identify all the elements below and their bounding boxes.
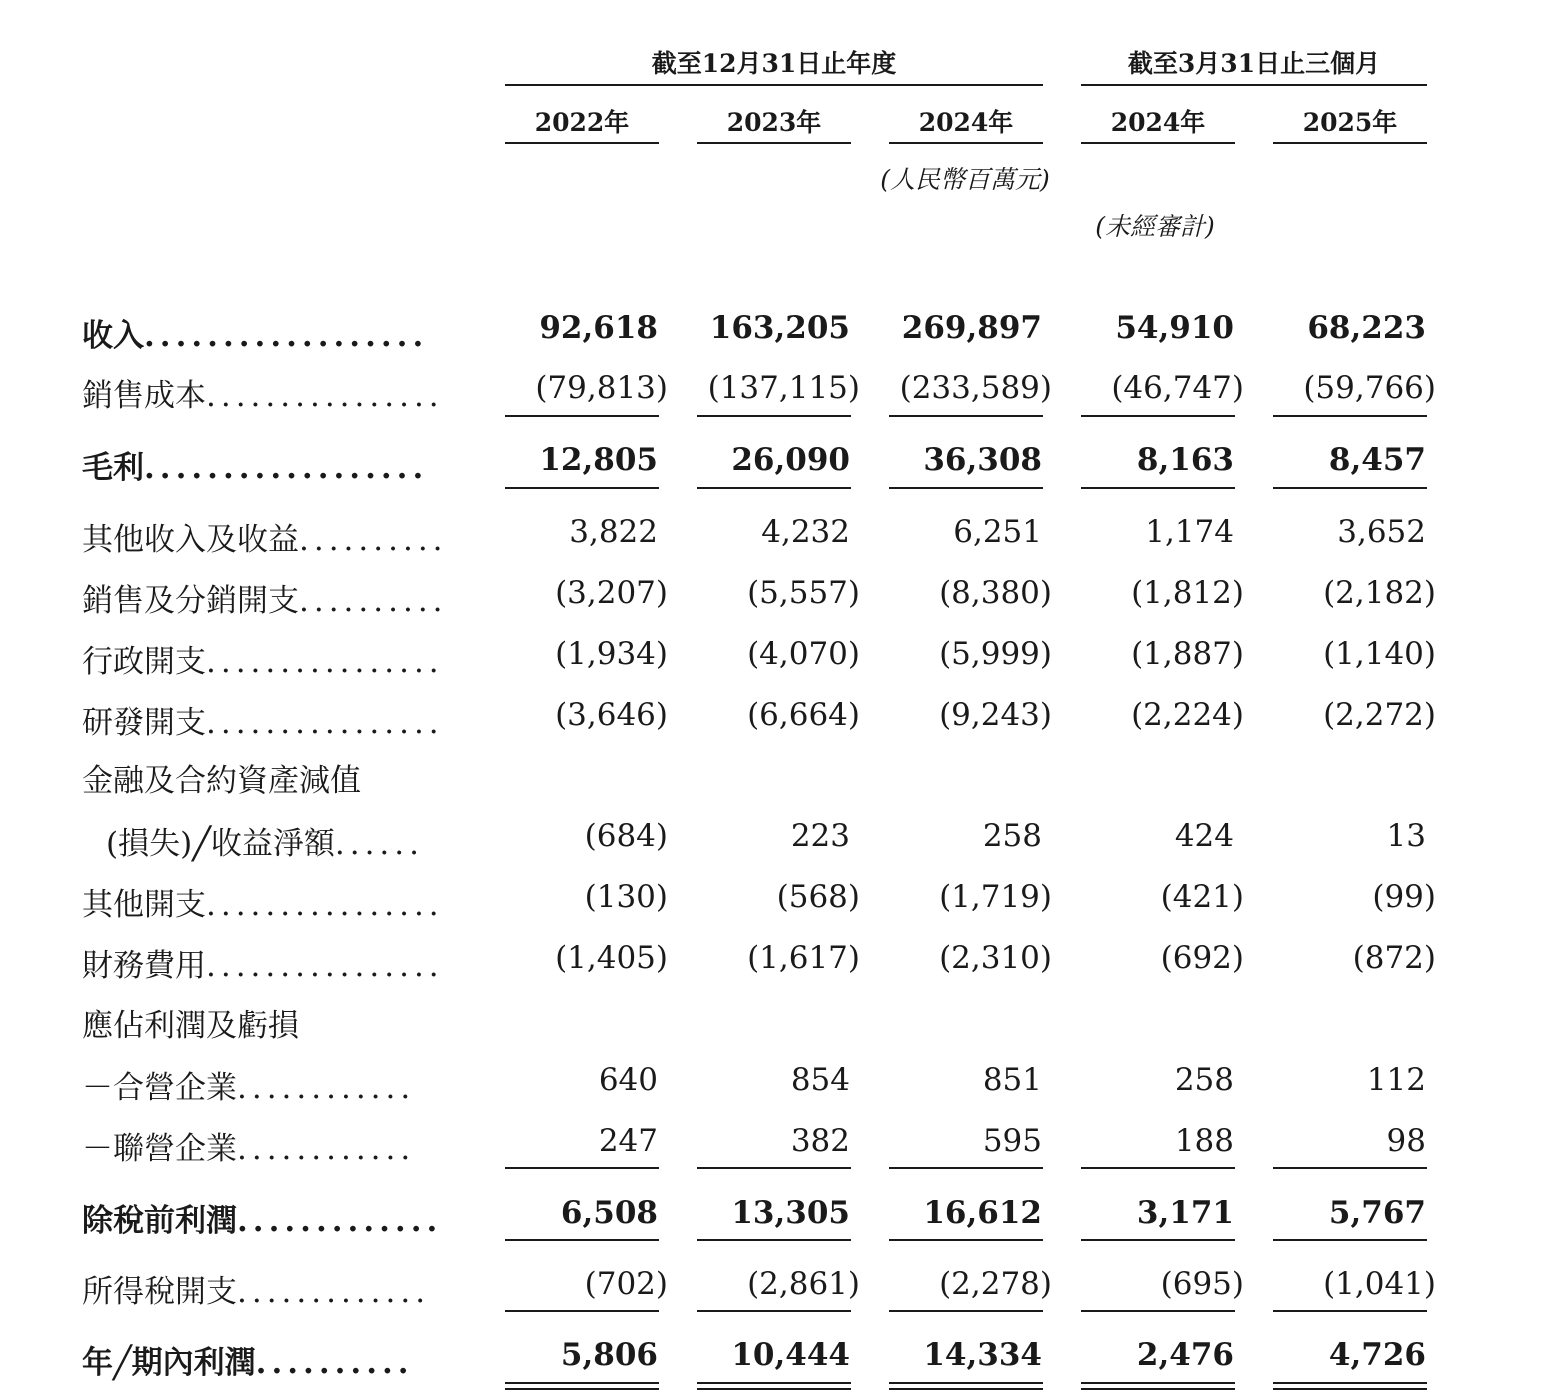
total-double-rule [1081, 1388, 1235, 1390]
subtotal-rule [697, 415, 851, 417]
header-year-rule [505, 142, 659, 144]
subtotal-rule [889, 1167, 1043, 1169]
cell-gross-profit-2025-q1: 8,457 [1328, 442, 1426, 478]
cell-other-income-2024: 6,251 [953, 514, 1042, 550]
total-double-rule [1081, 1382, 1235, 1384]
header-annual-period: 截至12月31日止年度 [651, 49, 897, 78]
row-label-joint-ventures: －合營企業............ [82, 1070, 416, 1106]
cell-profit-before-tax-2025-q1: 5,767 [1328, 1195, 1426, 1231]
total-double-rule [1273, 1382, 1427, 1384]
header-year-rule [1273, 142, 1427, 144]
cell-profit-for-period-2024-q1: 2,476 [1136, 1337, 1234, 1373]
cell-profit-before-tax-2023: 13,305 [731, 1195, 850, 1231]
cell-joint-ventures-2025-q1: 112 [1366, 1062, 1426, 1098]
cell-profit-before-tax-2024-q1: 3,171 [1136, 1195, 1234, 1231]
cell-finance-costs-2022: (1,405) [555, 940, 668, 976]
subtotal-rule [697, 1310, 851, 1312]
subtotal-rule [889, 487, 1043, 489]
cell-associates-2025-q1: 98 [1386, 1123, 1426, 1159]
cell-joint-ventures-2022: 640 [598, 1062, 658, 1098]
row-heading-share-of-profits: 應佔利潤及虧損 [82, 1008, 299, 1044]
total-double-rule [889, 1382, 1043, 1384]
subtotal-rule [505, 1167, 659, 1169]
header-year-2023: 2023年 [726, 108, 822, 137]
cell-selling-expenses-2025-q1: (2,182) [1323, 575, 1436, 611]
row-label-cost-of-sales: 銷售成本................ [82, 378, 444, 414]
header-annual-rule [505, 84, 1043, 86]
total-double-rule [889, 1388, 1043, 1390]
total-double-rule [697, 1382, 851, 1384]
total-double-rule [1273, 1388, 1427, 1390]
subtotal-rule [1273, 487, 1427, 489]
cell-profit-for-period-2024: 14,334 [923, 1337, 1042, 1373]
cell-admin-expenses-2024: (5,999) [939, 636, 1052, 672]
header-year-rule [1081, 142, 1235, 144]
cell-profit-before-tax-2022: 6,508 [560, 1195, 658, 1231]
cell-cost-of-sales-2024: (233,589) [899, 370, 1052, 406]
row-label-income-tax: 所得稅開支............. [82, 1274, 431, 1310]
subtotal-rule [505, 1239, 659, 1241]
cell-other-expenses-2023: (568) [776, 879, 860, 915]
subtotal-rule [1081, 487, 1235, 489]
cell-revenue-2022: 92,618 [539, 310, 658, 346]
cell-associates-2022: 247 [598, 1123, 658, 1159]
subtotal-rule [1273, 1310, 1427, 1312]
cell-impairment-2024: 258 [982, 818, 1042, 854]
cell-other-expenses-2024: (1,719) [939, 879, 1052, 915]
subtotal-rule [889, 415, 1043, 417]
subtotal-rule [697, 1167, 851, 1169]
cell-impairment-2023: 223 [790, 818, 850, 854]
cell-cost-of-sales-2022: (79,813) [535, 370, 668, 406]
cell-other-income-2022: 3,822 [569, 514, 658, 550]
cell-gross-profit-2024: 36,308 [923, 442, 1042, 478]
cell-rd-expenses-2023: (6,664) [747, 697, 860, 733]
cell-admin-expenses-2025-q1: (1,140) [1323, 636, 1436, 672]
subtotal-rule [1081, 415, 1235, 417]
row-label-other-income: 其他收入及收益.......... [82, 522, 448, 558]
row-label-associates: －聯營企業............ [82, 1131, 416, 1167]
cell-admin-expenses-2022: (1,934) [555, 636, 668, 672]
cell-income-tax-2025-q1: (1,041) [1323, 1266, 1436, 1302]
subtotal-rule [1273, 415, 1427, 417]
subtotal-rule [697, 487, 851, 489]
cell-gross-profit-2023: 26,090 [731, 442, 850, 478]
cell-cost-of-sales-2025-q1: (59,766) [1303, 370, 1436, 406]
header-year-2025-q1: 2025年 [1302, 108, 1398, 137]
row-label-finance-costs: 財務費用................ [82, 948, 444, 984]
subtotal-rule [1273, 1167, 1427, 1169]
cell-cost-of-sales-2024-q1: (46,747) [1111, 370, 1244, 406]
row-label-revenue: 收入.................. [82, 318, 429, 354]
cell-gross-profit-2024-q1: 8,163 [1136, 442, 1234, 478]
unit-note: (人民幣百萬元) [880, 165, 1050, 194]
cell-profit-for-period-2023: 10,444 [731, 1337, 850, 1373]
cell-other-income-2024-q1: 1,174 [1145, 514, 1234, 550]
cell-finance-costs-2023: (1,617) [747, 940, 860, 976]
cell-admin-expenses-2023: (4,070) [747, 636, 860, 672]
cell-joint-ventures-2024-q1: 258 [1174, 1062, 1234, 1098]
row-label-profit-before-tax: 除稅前利潤............. [82, 1203, 443, 1239]
subtotal-rule [697, 1239, 851, 1241]
cell-cost-of-sales-2023: (137,115) [707, 370, 860, 406]
cell-rd-expenses-2024-q1: (2,224) [1131, 697, 1244, 733]
cell-joint-ventures-2023: 854 [790, 1062, 850, 1098]
cell-income-tax-2024-q1: (695) [1160, 1266, 1244, 1302]
row-label-profit-for-period: 年╱期內利潤.......... [82, 1345, 414, 1381]
header-year-rule [889, 142, 1043, 144]
cell-gross-profit-2022: 12,805 [539, 442, 658, 478]
header-year-2024-q1: 2024年 [1110, 108, 1206, 137]
cell-rd-expenses-2024: (9,243) [939, 697, 1052, 733]
cell-joint-ventures-2024: 851 [982, 1062, 1042, 1098]
cell-revenue-2025-q1: 68,223 [1307, 310, 1426, 346]
cell-associates-2024-q1: 188 [1174, 1123, 1234, 1159]
total-double-rule [505, 1382, 659, 1384]
cell-associates-2023: 382 [790, 1123, 850, 1159]
row-label-admin-expenses: 行政開支................ [82, 644, 444, 680]
row-label-gross-profit: 毛利.................. [82, 450, 429, 486]
cell-revenue-2023: 163,205 [709, 310, 850, 346]
row-heading-impairment: 金融及合約資產減值 [82, 763, 361, 799]
cell-profit-for-period-2022: 5,806 [560, 1337, 658, 1373]
cell-other-expenses-2024-q1: (421) [1160, 879, 1244, 915]
subtotal-rule [1273, 1239, 1427, 1241]
cell-other-expenses-2025-q1: (99) [1372, 879, 1436, 915]
cell-revenue-2024: 269,897 [901, 310, 1042, 346]
unaudited-note: (未經審計) [1095, 212, 1215, 241]
cell-admin-expenses-2024-q1: (1,887) [1131, 636, 1244, 672]
row-label-rd-expenses: 研發開支................ [82, 705, 444, 741]
cell-other-income-2025-q1: 3,652 [1337, 514, 1426, 550]
row-label-selling-expenses: 銷售及分銷開支.......... [82, 583, 448, 619]
cell-revenue-2024-q1: 54,910 [1115, 310, 1234, 346]
cell-profit-before-tax-2024: 16,612 [923, 1195, 1042, 1231]
subtotal-rule [1081, 1167, 1235, 1169]
cell-other-income-2023: 4,232 [761, 514, 850, 550]
header-year-rule [697, 142, 851, 144]
subtotal-rule [1081, 1310, 1235, 1312]
header-quarter-period: 截至3月31日止三個月 [1127, 49, 1381, 78]
subtotal-rule [505, 487, 659, 489]
cell-profit-for-period-2025-q1: 4,726 [1328, 1337, 1426, 1373]
cell-selling-expenses-2024: (8,380) [939, 575, 1052, 611]
cell-income-tax-2022: (702) [584, 1266, 668, 1302]
cell-income-tax-2023: (2,861) [747, 1266, 860, 1302]
cell-income-tax-2024: (2,278) [939, 1266, 1052, 1302]
subtotal-rule [505, 415, 659, 417]
header-year-2022: 2022年 [534, 108, 630, 137]
cell-impairment-2025-q1: 13 [1386, 818, 1426, 854]
row-label-impairment: (損失)╱收益淨額...... [106, 826, 424, 862]
subtotal-rule [889, 1239, 1043, 1241]
cell-selling-expenses-2023: (5,557) [747, 575, 860, 611]
cell-rd-expenses-2022: (3,646) [555, 697, 668, 733]
cell-impairment-2022: (684) [584, 818, 668, 854]
total-double-rule [697, 1388, 851, 1390]
cell-selling-expenses-2022: (3,207) [555, 575, 668, 611]
cell-finance-costs-2025-q1: (872) [1352, 940, 1436, 976]
cell-rd-expenses-2025-q1: (2,272) [1323, 697, 1436, 733]
row-label-other-expenses: 其他開支................ [82, 887, 444, 923]
header-quarter-rule [1081, 84, 1427, 86]
cell-associates-2024: 595 [982, 1123, 1042, 1159]
total-double-rule [505, 1388, 659, 1390]
subtotal-rule [1081, 1239, 1235, 1241]
header-year-2024: 2024年 [918, 108, 1014, 137]
cell-selling-expenses-2024-q1: (1,812) [1131, 575, 1244, 611]
cell-impairment-2024-q1: 424 [1174, 818, 1234, 854]
cell-finance-costs-2024-q1: (692) [1160, 940, 1244, 976]
subtotal-rule [505, 1310, 659, 1312]
subtotal-rule [889, 1310, 1043, 1312]
cell-finance-costs-2024: (2,310) [939, 940, 1052, 976]
cell-other-expenses-2022: (130) [584, 879, 668, 915]
